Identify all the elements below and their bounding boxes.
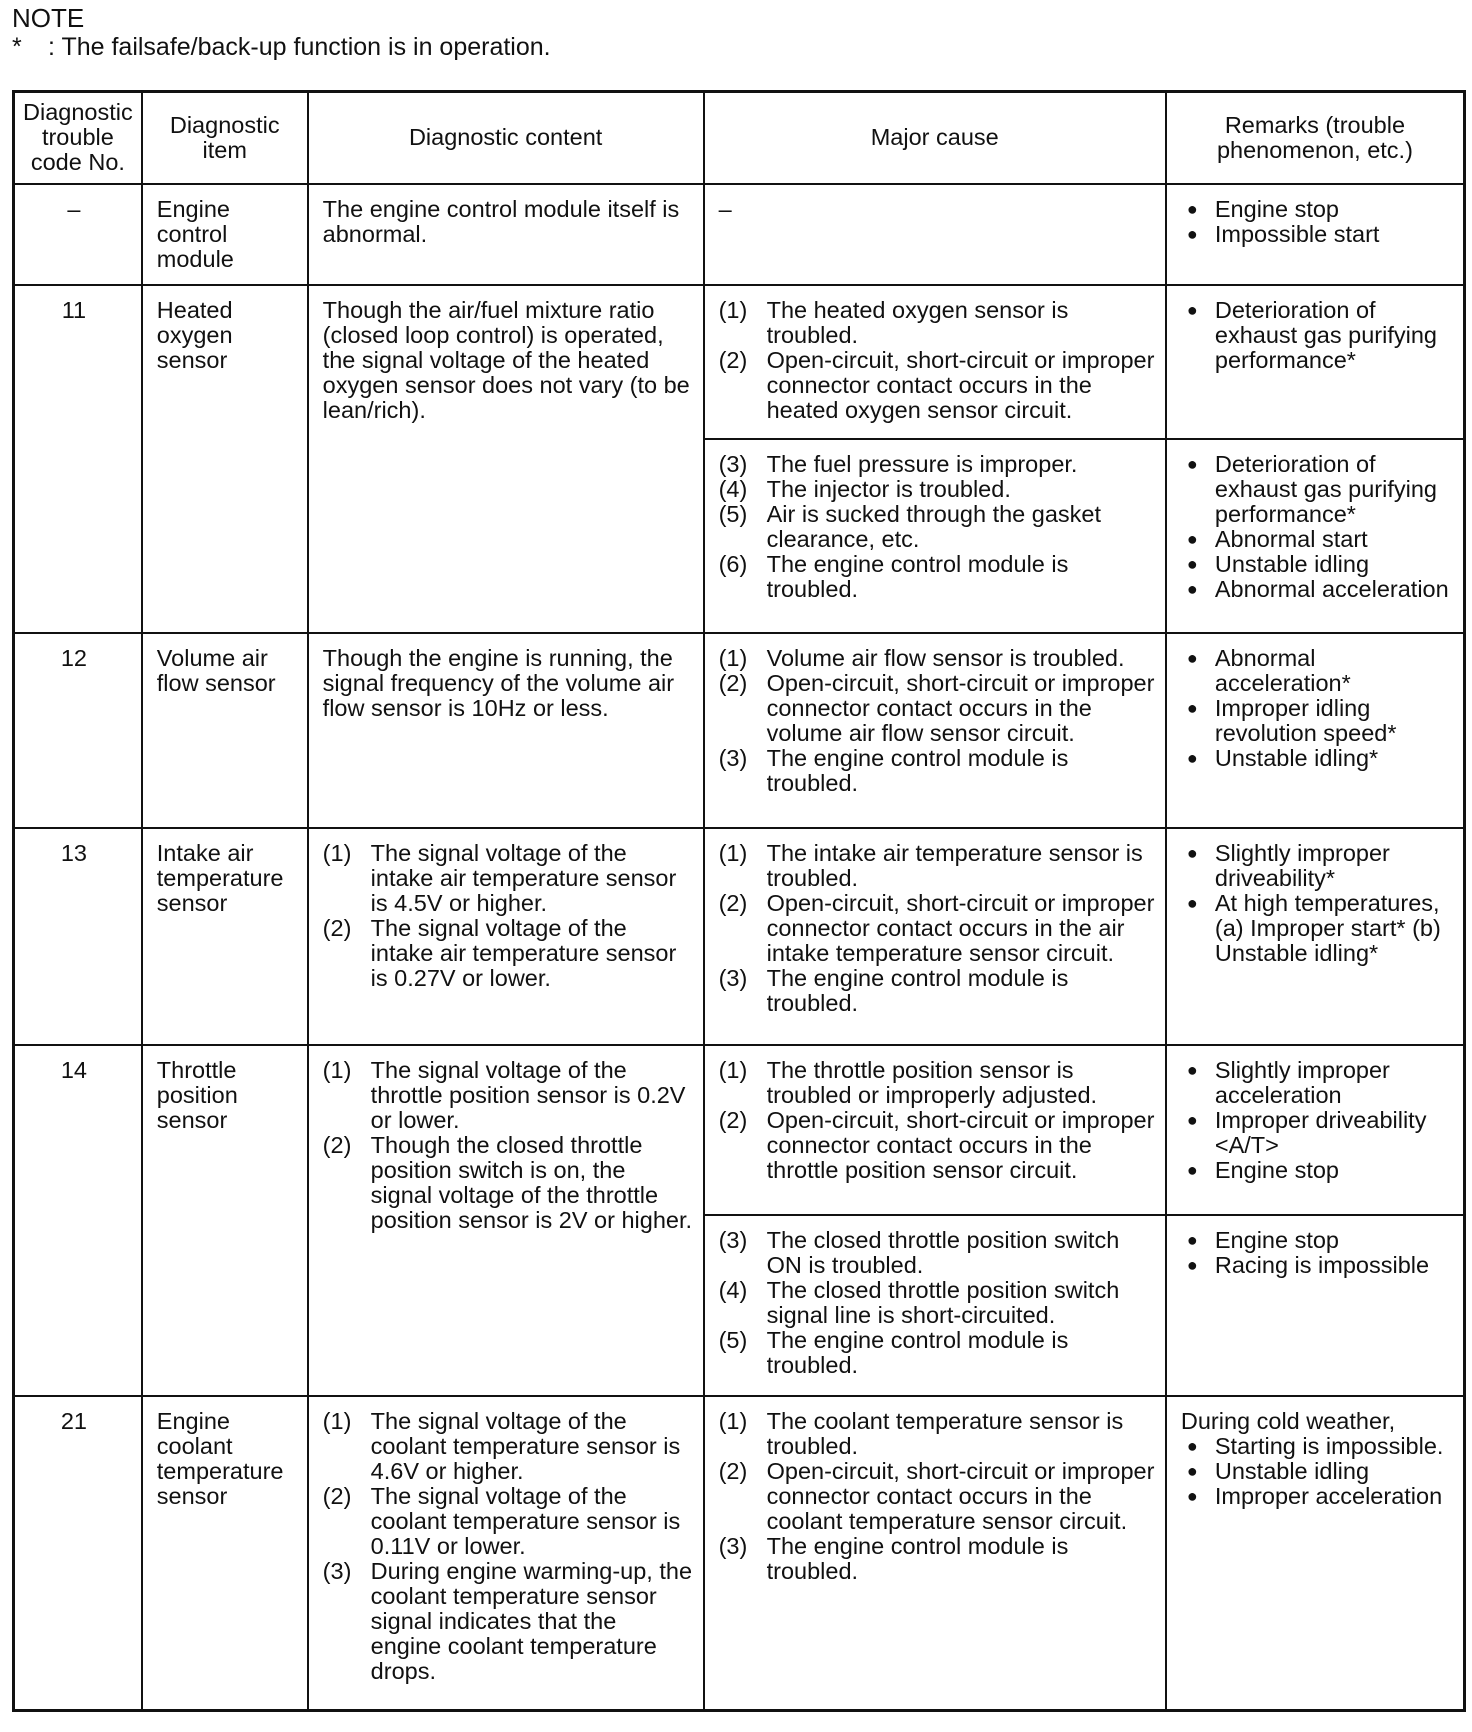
item-number: (2) [322,1131,352,1158]
remark-text: Engine stop [1214,1226,1339,1253]
cause-cell [704,285,1166,439]
header-content: Diagnostic content [308,92,704,184]
cause-list [719,646,1155,796]
code-cell: 13 [14,828,142,1045]
item-text: Open-circuit, short-circuit or improper connector contact occurs in the air intake temperature sensor circuit. [766,889,1155,966]
item-number: (2) [718,669,748,696]
remark-text: Slightly improper acceleration [1214,1056,1390,1108]
item-text: During engine warming-up, the coolant temperature sensor signal indicates that the engine coolant temperature drops. [370,1557,693,1684]
item-number: (1) [718,296,748,323]
list-item [323,1133,693,1233]
remark-text: Starting is impossible. [1214,1432,1444,1459]
content-cell [308,1045,704,1396]
item-number: (1) [718,1056,748,1083]
list-item [323,1058,693,1133]
remarks-list [1181,452,1453,602]
bullet-icon: ● [1186,528,1198,549]
table-row [14,1045,1465,1215]
list-item [1181,298,1453,373]
bullet-icon: ● [1186,198,1198,219]
item-number: (2) [718,1457,748,1484]
item-number: (6) [718,550,748,577]
cause-cell [704,828,1166,1045]
bullet-icon: ● [1186,1109,1198,1130]
remark-text: Unstable idling [1214,550,1370,577]
item-number: (5) [718,1326,748,1353]
item-text: Open-circuit, short-circuit or improper connector contact occurs in the volume air flow sensor circuit. [766,669,1155,746]
item-cell: Throttle position sensor [142,1045,308,1396]
list-item [719,841,1155,891]
list-item [719,671,1155,746]
item-text: Volume air flow sensor is troubled. [766,644,1125,671]
code-cell: 12 [14,633,142,828]
item-text: The intake air temperature sensor is troubled. [766,839,1143,891]
item-text: Open-circuit, short-circuit or improper connector contact occurs in the heated oxygen sensor circuit. [766,346,1155,423]
item-number: (2) [718,346,748,373]
remark-text: Unstable idling* [1214,744,1379,771]
list-item [1181,696,1453,746]
item-number: (3) [718,1532,748,1559]
item-number: (2) [322,1482,352,1509]
item-number: (1) [718,839,748,866]
list-item [719,891,1155,966]
list-item [719,502,1155,552]
item-number: (3) [718,744,748,771]
item-cell: Intake air temperature sensor [142,828,308,1045]
item-text: The closed throttle position switch signal line is short-circuited. [766,1276,1120,1328]
remarks-cell [1166,1215,1465,1396]
list-item [323,1409,693,1484]
list-item [719,1058,1155,1108]
item-text: The engine control module is troubled. [766,1326,1069,1378]
item-number: (1) [322,1056,352,1083]
list-item [1181,1158,1453,1183]
cause-cell [704,1045,1166,1215]
note-line [12,33,551,62]
cause-list [719,1058,1155,1183]
content-cell [308,184,704,285]
cause-list [719,298,1155,423]
cause-cell [704,1215,1166,1396]
content-text: Though the engine is running, the signal frequency of the volume air flow sensor is 10Hz or less. [322,644,675,721]
note-title: NOTE [12,3,85,33]
list-item [719,1534,1155,1584]
item-text: Open-circuit, short-circuit or improper connector contact occurs in the throttle position sensor circuit. [766,1106,1155,1183]
table-row [14,828,1465,1045]
remarks-list [1181,841,1453,966]
item-number: (5) [718,500,748,527]
item-text: The coolant temperature sensor is troubled. [766,1407,1124,1459]
remarks-cell [1166,184,1465,285]
item-cell: Engine control module [142,184,308,285]
bullet-icon: ● [1186,747,1198,768]
code-cell: – [14,184,142,285]
remark-text: Improper acceleration [1214,1482,1443,1509]
remarks-cell [1166,1045,1465,1215]
table-row [14,633,1465,828]
cause-list [719,1409,1155,1584]
list-item [1181,1253,1453,1278]
item-text: The fuel pressure is improper. [766,450,1078,477]
remark-text: Deterioration of exhaust gas purifying performance* [1214,296,1437,373]
bullet-icon: ● [1186,578,1198,599]
remark-text: Improper driveability <A/T> [1214,1106,1427,1158]
table-header-row [14,92,1465,184]
list-item [719,552,1155,602]
item-number: (3) [718,1226,748,1253]
item-number: (3) [718,964,748,991]
cause-list [719,452,1155,602]
item-text: The engine control module is troubled. [766,550,1069,602]
remarks-cell [1166,828,1465,1045]
remark-text: Abnormal start [1214,525,1368,552]
cause-cell [704,184,1166,285]
remark-text: Engine stop [1214,1156,1339,1183]
note-block [12,4,551,62]
content-cell [308,285,704,633]
list-item [323,916,693,991]
note-text: : The failsafe/back-up function is in operation. [48,33,551,61]
item-number: (3) [718,450,748,477]
code-cell: 14 [14,1045,142,1396]
item-number: (4) [718,475,748,502]
diagnostic-code-table [12,90,1466,1712]
table-row [14,1396,1465,1711]
content-cell [308,828,704,1045]
item-text: Air is sucked through the gasket clearance, etc. [766,500,1101,552]
remarks-cell [1166,633,1465,828]
bullet-icon: ● [1186,1435,1198,1456]
item-number: (1) [322,839,352,866]
item-number: (2) [718,1106,748,1133]
list-item [323,841,693,916]
list-item [719,452,1155,477]
list-item [1181,452,1453,527]
cause-list [719,1228,1155,1378]
asterisk-marker: * [12,33,22,61]
item-text: The heated oxygen sensor is troubled. [766,296,1069,348]
content-cell [308,1396,704,1711]
remarks-intro: During cold weather, [1180,1407,1396,1434]
remark-text: Unstable idling [1214,1457,1370,1484]
list-item [1181,841,1453,891]
list-item [719,746,1155,796]
remarks-list [1181,646,1453,771]
item-text: Though the closed throttle position switch is on, the signal voltage of the throttle position sensor is 2V or higher. [370,1131,693,1233]
list-item [1181,1434,1453,1459]
remarks-list [1181,197,1453,247]
remark-text: Abnormal acceleration [1214,575,1449,602]
list-item [719,646,1155,671]
content-text: Though the air/fuel mixture ratio (closed loop control) is operated, the signal voltage of the heated oxygen sensor does not vary (to be lean/rich). [322,296,690,423]
bullet-icon: ● [1186,553,1198,574]
list-item [719,1228,1155,1278]
item-number: (1) [322,1407,352,1434]
bullet-icon: ● [1186,1059,1198,1080]
item-text: The signal voltage of the coolant temperature sensor is 4.6V or higher. [370,1407,681,1484]
bullet-icon: ● [1186,1254,1198,1275]
remarks-list [1181,1058,1453,1183]
item-text: The engine control module is troubled. [766,964,1069,1016]
bullet-icon: ● [1186,842,1198,863]
list-item [323,1559,693,1684]
item-number: (2) [718,889,748,916]
remarks-list [1181,1228,1453,1278]
remark-text: Racing is impossible [1214,1251,1430,1278]
content-text: The engine control module itself is abnormal. [322,195,680,247]
bullet-icon: ● [1186,453,1198,474]
item-cell: Engine coolant temperature sensor [142,1396,308,1711]
list-item [719,1328,1155,1378]
content-list [323,1409,693,1684]
list-item [719,1459,1155,1534]
remark-text: Slightly improper driveability* [1214,839,1390,891]
header-remarks: Remarks (trouble phenomenon, etc.) [1166,92,1465,184]
list-item [719,1278,1155,1328]
bullet-icon: ● [1186,223,1198,244]
item-number: (1) [718,1407,748,1434]
remarks-list [1181,1434,1453,1509]
cause-text: – [718,195,732,222]
bullet-icon: ● [1186,647,1198,668]
cause-list [719,841,1155,1016]
item-text: The throttle position sensor is troubled or improperly adjusted. [766,1056,1098,1108]
item-number: (2) [322,914,352,941]
item-text: The signal voltage of the intake air temperature sensor is 0.27V or lower. [370,914,677,991]
content-list [323,1058,693,1233]
bullet-icon: ● [1186,1159,1198,1180]
code-cell: 11 [14,285,142,633]
list-item [1181,1228,1453,1253]
remark-text: Improper idling revolution speed* [1214,694,1397,746]
remark-text: Abnormal acceleration* [1214,644,1351,696]
list-item [719,1108,1155,1183]
table-row [14,285,1465,439]
item-text: The engine control module is troubled. [766,1532,1069,1584]
content-list [323,841,693,991]
table-row [14,184,1465,285]
bullet-icon: ● [1186,1485,1198,1506]
list-item [323,1484,693,1559]
bullet-icon: ● [1186,299,1198,320]
bullet-icon: ● [1186,892,1198,913]
remark-text: Impossible start [1214,220,1380,247]
header-cause: Major cause [704,92,1166,184]
cause-cell [704,633,1166,828]
item-text: Open-circuit, short-circuit or improper connector contact occurs in the coolant temperature sensor circuit. [766,1457,1155,1534]
table-body [14,184,1465,1711]
item-cell: Heated oxygen sensor [142,285,308,633]
item-cell: Volume air flow sensor [142,633,308,828]
remarks-cell [1166,285,1465,439]
list-item [1181,1459,1453,1484]
list-item [719,348,1155,423]
list-item [719,1409,1155,1459]
code-cell: 21 [14,1396,142,1711]
list-item [1181,1058,1453,1108]
list-item [1181,197,1453,222]
remark-text: At high temperatures, (a) Improper start* (b) Unstable idling* [1214,889,1441,966]
item-text: The signal voltage of the coolant temperature sensor is 0.11V or lower. [370,1482,681,1559]
item-number: (4) [718,1276,748,1303]
list-item [719,477,1155,502]
list-item [1181,891,1453,966]
list-item [719,966,1155,1016]
cause-cell [704,439,1166,633]
remark-text: Engine stop [1214,195,1339,222]
item-text: The injector is troubled. [766,475,1011,502]
header-code: Diagnostic trouble code No. [14,92,142,184]
item-number: (3) [322,1557,352,1584]
content-cell [308,633,704,828]
bullet-icon: ● [1186,1460,1198,1481]
remarks-list [1181,298,1453,373]
item-text: The closed throttle position switch ON is troubled. [766,1226,1120,1278]
remark-text: Deterioration of exhaust gas purifying performance* [1214,450,1437,527]
list-item [1181,1484,1453,1509]
list-item [1181,527,1453,552]
header-item: Diagnostic item [142,92,308,184]
list-item [1181,552,1453,577]
cause-cell [704,1396,1166,1711]
list-item [1181,1108,1453,1158]
list-item [1181,646,1453,696]
item-text: The engine control module is troubled. [766,744,1069,796]
list-item [719,298,1155,348]
bullet-icon: ● [1186,1229,1198,1250]
item-text: The signal voltage of the intake air temperature sensor is 4.5V or higher. [370,839,677,916]
remarks-cell [1166,1396,1465,1711]
item-text: The signal voltage of the throttle position sensor is 0.2V or lower. [370,1056,686,1133]
list-item [1181,222,1453,247]
item-number: (1) [718,644,748,671]
list-item [1181,577,1453,602]
bullet-icon: ● [1186,697,1198,718]
remarks-cell [1166,439,1465,633]
list-item [1181,746,1453,771]
